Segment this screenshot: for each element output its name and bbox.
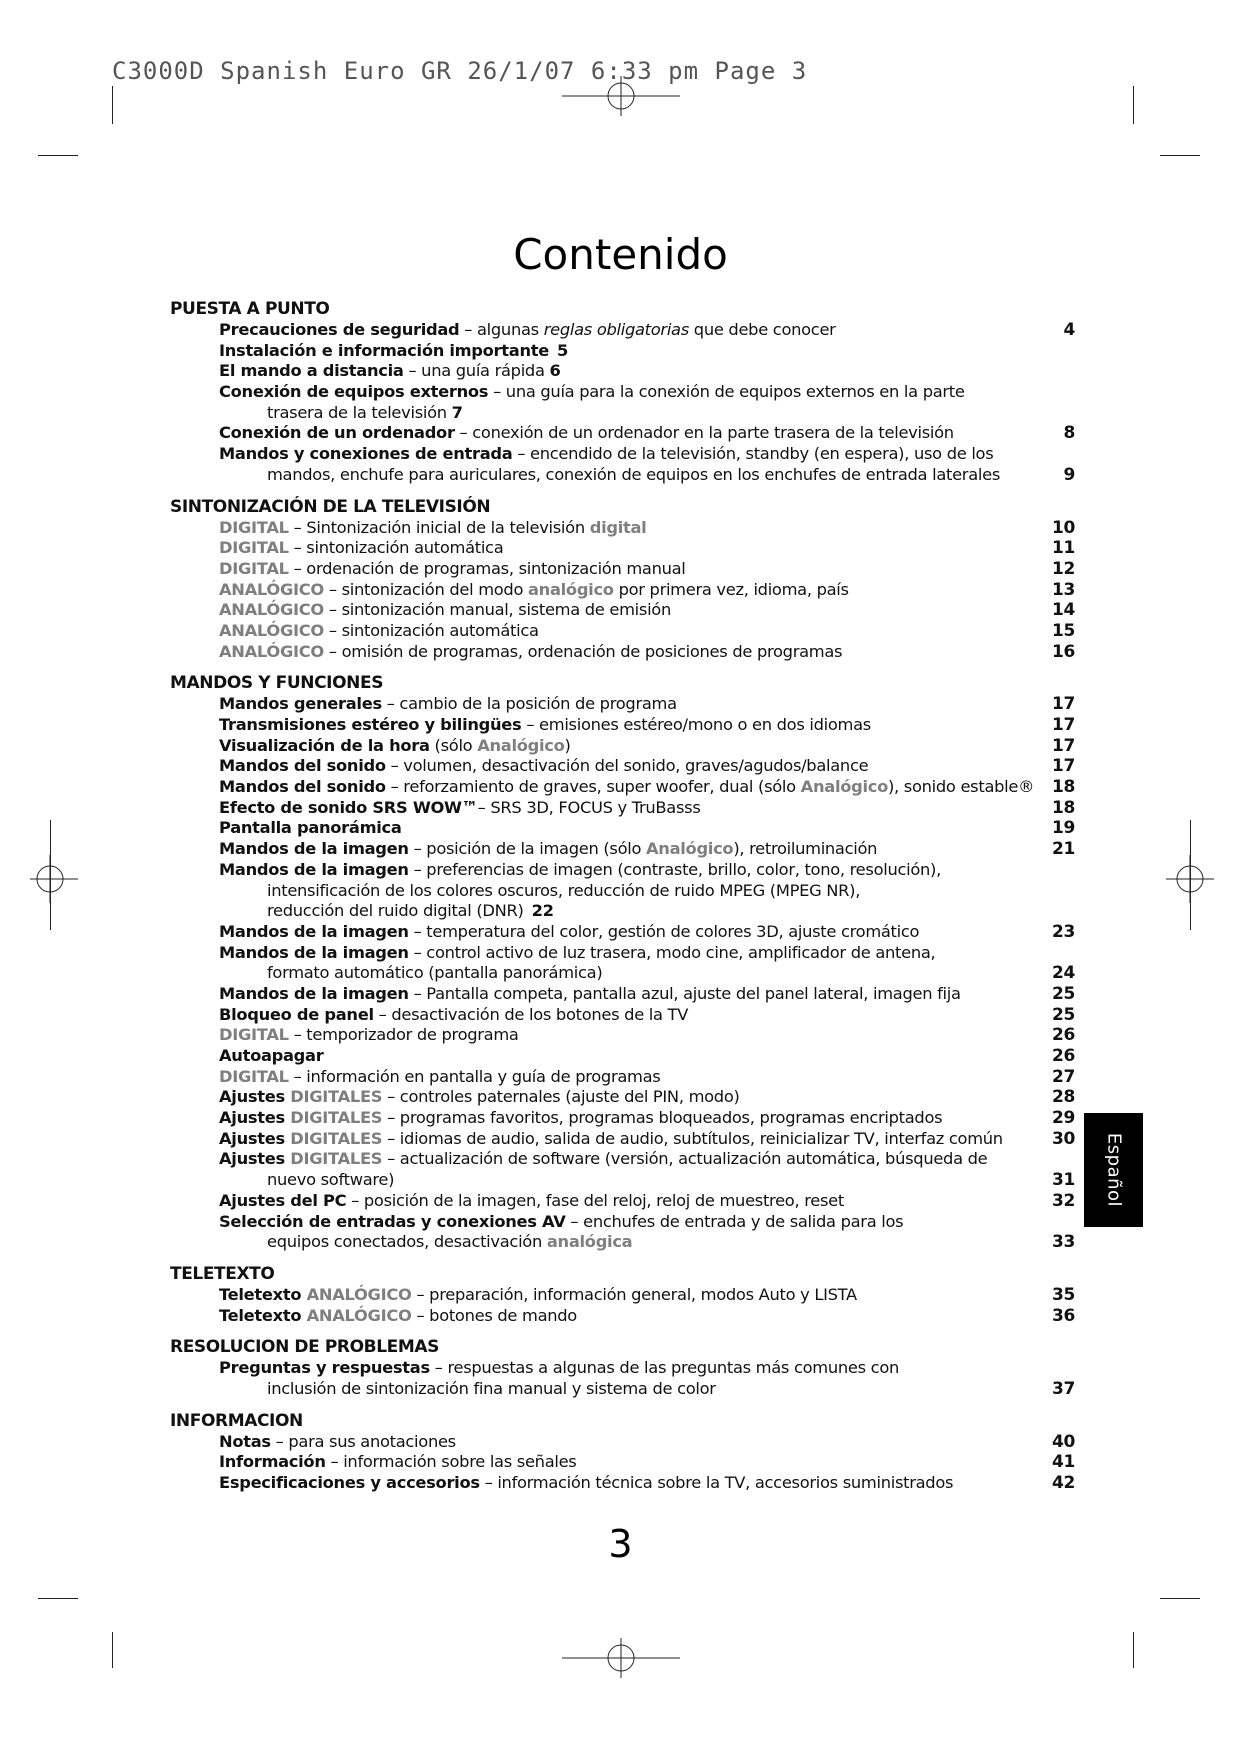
toc-entry-line xyxy=(219,382,1075,403)
toc-text-segment: Teletexto xyxy=(219,1284,307,1304)
toc-text-segment: – para sus anotaciones xyxy=(270,1431,456,1451)
toc-section xyxy=(170,1337,1075,1399)
toc-text-segment: ANALÓGICO xyxy=(219,600,324,620)
section-heading: SINTONIZACIÓN DE LA TELEVISIÓN xyxy=(170,496,491,517)
toc-text-segment: DIGITALES xyxy=(290,1108,383,1128)
toc-entry xyxy=(219,1108,1075,1129)
toc-text-segment: – conexión de un ordenador en la parte trasera de la televisión xyxy=(454,423,954,443)
toc-text-segment: DIGITAL xyxy=(219,558,289,578)
toc-entry-line xyxy=(219,1025,1075,1046)
toc-text-segment: trasera de la televisión xyxy=(267,402,452,422)
toc-page-number: 21 xyxy=(1051,839,1075,860)
toc-entry-line xyxy=(219,1358,1075,1379)
toc-page-number: 26 xyxy=(1051,1046,1075,1066)
toc-text-segment: Ajustes xyxy=(219,1087,291,1107)
page-title: Contenido xyxy=(513,230,728,280)
crop-mark xyxy=(1133,1632,1134,1668)
toc-page-number: 27 xyxy=(1051,1066,1075,1087)
inline-page-number: 22 xyxy=(531,901,554,921)
toc-text-segment: ANALÓGICO xyxy=(219,620,324,640)
toc-page-number: 17 xyxy=(1051,715,1075,735)
toc-entry xyxy=(219,818,1075,839)
toc-text-segment: – temporizador de programa xyxy=(288,1025,519,1045)
toc-entry xyxy=(219,1149,1075,1190)
toc-text-segment: – preparación, información general, modos Auto y LISTA xyxy=(411,1284,857,1304)
toc-text-segment: – desactivación de los botones de la TV xyxy=(373,1004,689,1024)
toc-entry-line xyxy=(219,1170,1075,1191)
toc-text-segment: – información técnica sobre la TV, accesorios suministrados xyxy=(479,1473,954,1492)
toc-text-segment: – sintonización automática xyxy=(288,538,504,558)
toc-text-segment: Mandos de la imagen xyxy=(219,859,409,879)
toc-page-number: 29 xyxy=(1051,1108,1075,1129)
toc-entry xyxy=(219,1432,1075,1453)
toc-text-segment: Selección de entradas y conexiones AV xyxy=(219,1211,566,1231)
toc-entry xyxy=(219,382,1075,423)
crop-mark xyxy=(112,86,113,124)
toc-page-number: 10 xyxy=(1051,517,1075,538)
toc-entry-line xyxy=(219,423,1075,444)
crop-mark xyxy=(38,155,78,156)
toc-page-number: 31 xyxy=(1051,1170,1075,1191)
toc-text-segment: – ordenación de programas, sintonización manual xyxy=(288,558,686,578)
toc-text-segment: Mandos de la imagen xyxy=(219,983,409,1003)
toc-entry-line xyxy=(219,580,1075,601)
toc-entry-line xyxy=(219,881,1075,902)
section-heading: TELETEXTO xyxy=(170,1263,275,1284)
toc-page-number: 11 xyxy=(1051,538,1075,559)
toc-text-segment: mandos, enchufe para auriculares, conexión de equipos en los enchufes de entrada laterales xyxy=(267,464,1000,484)
toc-page-number: 17 xyxy=(1051,694,1075,715)
toc-page-number: 25 xyxy=(1051,983,1075,1004)
toc-text-segment: Precauciones de seguridad xyxy=(219,320,460,339)
toc-section xyxy=(170,1264,1075,1326)
toc-entry-line xyxy=(219,600,1075,621)
toc-page-number: 32 xyxy=(1051,1190,1075,1211)
toc-text-segment: Ajustes xyxy=(219,1108,291,1128)
section-gap xyxy=(170,1400,1075,1411)
toc-entry xyxy=(219,1285,1075,1306)
toc-text-segment: Teletexto xyxy=(219,1305,307,1325)
toc-text-segment: Preguntas y respuestas xyxy=(219,1358,430,1378)
toc-text-segment: Conexión de equipos externos xyxy=(219,382,489,402)
toc-text-segment: – respuestas a algunas de las preguntas más comunes con xyxy=(429,1358,899,1378)
toc-text-segment: – sintonización automática xyxy=(323,620,539,640)
toc-section xyxy=(170,497,1075,663)
toc-text-segment: – SRS 3D, FOCUS y TruBasss xyxy=(477,797,701,817)
toc-text-segment: – enchufes de entrada y de salida para los xyxy=(565,1211,904,1231)
toc-text-segment: ), sonido estable® xyxy=(888,777,1035,797)
toc-text-segment: Mandos generales xyxy=(219,694,382,714)
toc-text-segment: Mandos y conexiones de entrada xyxy=(219,444,513,464)
toc-text-segment: DIGITAL xyxy=(219,1025,289,1045)
toc-text-segment: Mandos del sonido xyxy=(219,777,386,797)
toc-text-segment: DIGITAL xyxy=(219,517,289,537)
toc-text-segment: – sintonización manual, sistema de emisión xyxy=(323,600,671,620)
toc-text-segment: analógica xyxy=(546,1232,633,1252)
toc-entry xyxy=(219,922,1075,943)
toc-entry-line xyxy=(219,1129,1075,1150)
toc-entry xyxy=(219,1358,1075,1399)
toc-section xyxy=(170,299,1075,486)
section-heading: MANDOS Y FUNCIONES xyxy=(170,673,384,694)
toc-text-segment: Conexión de un ordenador xyxy=(219,423,455,443)
toc-entry-line xyxy=(219,1285,1075,1306)
toc-text-segment: – posición de la imagen, fase del reloj, reloj de muestreo, reset xyxy=(346,1190,844,1210)
toc-text-segment: El mando a distancia xyxy=(219,361,404,381)
toc-entry-line xyxy=(219,403,1075,424)
toc-entry-line xyxy=(219,1087,1075,1108)
toc-page-number: 12 xyxy=(1051,558,1075,579)
toc-entry xyxy=(219,736,1075,757)
toc-text-segment: – Sintonización inicial de la televisión xyxy=(288,517,590,537)
toc-text-segment: DIGITALES xyxy=(290,1149,383,1169)
toc-text-segment: ANALÓGICO xyxy=(219,641,324,661)
toc-text-segment: DIGITALES xyxy=(290,1128,383,1148)
toc-entry-line xyxy=(219,1432,1075,1453)
toc-entry-line xyxy=(219,736,1075,757)
toc-entry-line xyxy=(219,444,1075,465)
toc-text-segment: Información xyxy=(219,1452,326,1472)
toc-entry-line xyxy=(219,922,1075,943)
toc-text-segment: Pantalla panorámica xyxy=(219,818,402,838)
toc-entry xyxy=(219,1452,1075,1473)
toc-text-segment: Ajustes xyxy=(219,1128,291,1148)
toc-text-segment: DIGITAL xyxy=(219,538,289,558)
toc-entry xyxy=(219,1067,1075,1088)
toc-entry-line xyxy=(219,839,1075,860)
toc-text-segment: – controles paternales (ajuste del PIN, modo) xyxy=(382,1087,740,1107)
toc-entry-line xyxy=(219,943,1075,964)
toc-page-number: 18 xyxy=(1051,797,1075,818)
toc-entry xyxy=(219,1306,1075,1327)
toc-text-segment: Analógico xyxy=(646,839,734,859)
toc-text-segment: Autoapagar xyxy=(219,1046,324,1065)
toc-entry-line xyxy=(219,465,1075,486)
toc-entry xyxy=(219,798,1075,819)
toc-entry-line xyxy=(219,1306,1075,1327)
toc-entry-line xyxy=(219,1232,1075,1253)
toc-text-segment: Analógico xyxy=(477,735,565,755)
toc-entry xyxy=(219,839,1075,860)
toc-entry xyxy=(219,715,1075,736)
toc-text-segment: – Pantalla competa, pantalla azul, ajuste del panel lateral, imagen fija xyxy=(408,983,961,1003)
toc-entry-line xyxy=(219,1149,1075,1170)
toc-page-number: 28 xyxy=(1051,1087,1075,1108)
toc-text-segment: ANALÓGICO xyxy=(219,579,324,599)
crop-mark xyxy=(1160,155,1200,156)
toc-text-segment: DIGITAL xyxy=(219,1066,289,1086)
toc-text-segment: – emisiones estéreo/mono o en dos idiomas xyxy=(521,715,871,734)
toc-page-number: 42 xyxy=(1051,1473,1075,1493)
toc-text-segment: – botones de mando xyxy=(411,1305,577,1325)
toc-text-segment: Mandos de la imagen xyxy=(219,839,409,859)
toc-entry-line xyxy=(219,777,1075,798)
toc-entry-line xyxy=(219,341,1075,362)
toc-entry xyxy=(219,984,1075,1005)
toc-entry-line xyxy=(219,1212,1075,1233)
toc-text-segment: Mandos del sonido xyxy=(219,756,386,776)
toc-entry-line xyxy=(219,1452,1075,1473)
toc-page-number: 41 xyxy=(1051,1452,1075,1473)
crop-mark xyxy=(38,1598,78,1599)
toc-page-number: 33 xyxy=(1051,1232,1075,1253)
toc-text-segment: ) xyxy=(564,735,571,755)
inline-page-number: 5 xyxy=(556,340,568,360)
toc-page-number: 40 xyxy=(1051,1431,1075,1452)
toc-entry xyxy=(219,1087,1075,1108)
toc-entry xyxy=(219,580,1075,601)
toc-text-segment: Notas xyxy=(219,1431,271,1451)
toc-entry xyxy=(219,1005,1075,1026)
toc-text-segment: Visualización de la hora xyxy=(219,735,430,755)
table-of-contents xyxy=(170,299,1075,1494)
toc-entry xyxy=(219,600,1075,621)
section-gap xyxy=(170,486,1075,497)
toc-text-segment: Analógico xyxy=(800,777,888,797)
toc-text-segment: que debe conocer xyxy=(688,320,836,339)
toc-section xyxy=(170,1411,1075,1494)
toc-text-segment: – actualización de software (versión, actualización automática, búsqueda de xyxy=(382,1149,988,1169)
language-tab-label: Español xyxy=(1103,1132,1124,1208)
toc-text-segment: Transmisiones estéreo y bilingües xyxy=(219,715,522,734)
toc-entry xyxy=(219,694,1075,715)
toc-text-segment: – algunas xyxy=(459,320,544,339)
toc-text-segment: – cambio de la posición de programa xyxy=(381,694,677,714)
toc-entry xyxy=(219,860,1075,922)
page-number: 3 xyxy=(608,1522,633,1566)
toc-entry xyxy=(219,777,1075,798)
toc-entry-line xyxy=(219,901,1075,922)
crop-mark xyxy=(1160,1598,1200,1599)
toc-text-segment: formato automático (pantalla panorámica) xyxy=(267,963,603,983)
toc-entry-line xyxy=(219,1108,1075,1129)
toc-page-number: 18 xyxy=(1051,777,1075,798)
toc-page-number: 30 xyxy=(1051,1128,1075,1149)
toc-page-number: 35 xyxy=(1051,1284,1075,1305)
toc-entry-line xyxy=(219,984,1075,1005)
toc-page-number: 19 xyxy=(1051,818,1075,839)
toc-entry-line xyxy=(219,818,1075,839)
toc-entry-line xyxy=(219,1473,1075,1494)
toc-entry xyxy=(219,444,1075,485)
scan-header-text: C3000D Spanish Euro GR 26/1/07 6:33 pm Page 3 xyxy=(112,57,808,85)
toc-entry-line xyxy=(219,518,1075,539)
toc-entry-line xyxy=(219,642,1075,663)
toc-text-segment: Especificaciones y accesorios xyxy=(219,1473,480,1492)
toc-text-segment: nuevo software) xyxy=(267,1170,395,1190)
toc-page-number: 17 xyxy=(1051,735,1075,756)
toc-text-segment: Ajustes del PC xyxy=(219,1190,347,1210)
toc-text-segment: – una guía rápida xyxy=(403,361,550,381)
toc-text-segment: – temperatura del color, gestión de colores 3D, ajuste cromático xyxy=(408,921,920,941)
toc-section xyxy=(170,673,1075,1253)
toc-page-number: 14 xyxy=(1051,600,1075,621)
toc-entry xyxy=(219,1212,1075,1253)
toc-entry-line xyxy=(219,559,1075,580)
toc-text-segment: – información sobre las señales xyxy=(325,1452,577,1472)
toc-page-number: 25 xyxy=(1051,1004,1075,1025)
toc-page-number: 4 xyxy=(1063,320,1075,340)
toc-page-number: 13 xyxy=(1051,579,1075,600)
section-heading: RESOLUCION DE PROBLEMAS xyxy=(170,1337,439,1358)
toc-entry-line xyxy=(219,963,1075,984)
toc-text-segment: (sólo xyxy=(429,735,478,755)
toc-text-segment: digital xyxy=(589,517,647,537)
section-heading: INFORMACION xyxy=(170,1410,303,1431)
toc-text-segment: equipos conectados, desactivación xyxy=(267,1232,547,1252)
registration-mark-right xyxy=(1166,855,1214,903)
toc-text-segment: reducción del ruido digital (DNR) xyxy=(267,901,524,921)
toc-entry xyxy=(219,423,1075,444)
toc-text-segment: – encendido de la televisión, standby (en espera), uso de los xyxy=(512,444,994,464)
toc-text-segment: – sintonización del modo xyxy=(323,579,528,599)
toc-text-segment: – una guía para la conexión de equipos externos en la parte xyxy=(488,382,965,402)
toc-entry-line xyxy=(219,798,1075,819)
registration-mark-bottom xyxy=(562,1638,680,1678)
toc-entry xyxy=(219,1191,1075,1212)
toc-text-segment: – idiomas de audio, salida de audio, subtítulos, reinicializar TV, interfaz común xyxy=(382,1128,1003,1148)
toc-text-segment: ANALÓGICO xyxy=(306,1305,412,1325)
toc-text-segment: por primera vez, idioma, país xyxy=(613,579,849,599)
toc-text-segment: ), retroiluminación xyxy=(733,839,878,859)
toc-text-segment: Ajustes xyxy=(219,1149,291,1169)
toc-text-segment: – control activo de luz trasera, modo cine, amplificador de antena, xyxy=(408,942,936,962)
toc-entry xyxy=(219,518,1075,539)
toc-text-segment: – volumen, desactivación del sonido, graves/agudos/balance xyxy=(385,756,869,776)
toc-entry-line xyxy=(219,1067,1075,1088)
toc-text-segment: – programas favoritos, programas bloqueados, programas encriptados xyxy=(382,1108,943,1128)
toc-text-segment: Instalación e información importante xyxy=(219,340,549,360)
toc-entry xyxy=(219,621,1075,642)
crop-mark xyxy=(1133,86,1134,124)
toc-entry xyxy=(219,943,1075,984)
registration-mark-top xyxy=(562,76,680,116)
toc-text-segment: analógico xyxy=(527,579,614,599)
toc-text-segment: reglas obligatorias xyxy=(543,320,689,339)
toc-text-segment: Efecto de sonido SRS WOW™ xyxy=(219,797,478,817)
toc-page-number: 15 xyxy=(1051,620,1075,641)
toc-entry-line xyxy=(219,320,1075,341)
toc-entry xyxy=(219,756,1075,777)
toc-text-segment: – preferencias de imagen (contraste, brillo, color, tono, resolución), xyxy=(408,859,941,879)
section-gap xyxy=(170,1253,1075,1264)
toc-entry xyxy=(219,320,1075,341)
toc-page-number: 9 xyxy=(1063,464,1075,485)
registration-mark-left xyxy=(30,855,78,903)
toc-page-number: 23 xyxy=(1051,921,1075,942)
toc-text-segment: ANALÓGICO xyxy=(306,1284,412,1304)
toc-text-segment: DIGITALES xyxy=(290,1087,383,1107)
toc-entry-line xyxy=(219,1005,1075,1026)
toc-text-segment: 7 xyxy=(451,402,463,422)
toc-entry xyxy=(219,1129,1075,1150)
toc-page-number: 36 xyxy=(1051,1305,1075,1326)
crop-mark xyxy=(112,1632,113,1668)
toc-entry xyxy=(219,642,1075,663)
toc-entry-line xyxy=(219,361,1075,382)
toc-text-segment: – posición de la imagen (sólo xyxy=(408,839,646,859)
toc-entry xyxy=(219,538,1075,559)
toc-text-segment: – información en pantalla y guía de programas xyxy=(288,1066,661,1086)
toc-entry-line xyxy=(219,860,1075,881)
toc-text-segment: inclusión de sintonización fina manual y sistema de color xyxy=(267,1378,716,1398)
toc-text-segment: – omisión de programas, ordenación de posiciones de programas xyxy=(323,641,843,661)
toc-entry xyxy=(219,1046,1075,1067)
toc-page-number: 26 xyxy=(1051,1025,1075,1046)
toc-page-number: 24 xyxy=(1051,963,1075,984)
toc-entry-line xyxy=(219,621,1075,642)
toc-page-number: 37 xyxy=(1051,1378,1075,1399)
section-heading: PUESTA A PUNTO xyxy=(170,299,330,319)
toc-entry-line xyxy=(219,1379,1075,1400)
toc-entry-line xyxy=(219,538,1075,559)
toc-entry xyxy=(219,1473,1075,1494)
toc-entry xyxy=(219,361,1075,382)
toc-entry-line xyxy=(219,1046,1075,1067)
toc-text-segment: – reforzamiento de graves, super woofer, dual (sólo xyxy=(385,777,801,797)
toc-page-number: 8 xyxy=(1063,423,1075,444)
toc-page-number: 17 xyxy=(1051,756,1075,777)
section-gap xyxy=(170,1326,1075,1337)
language-tab xyxy=(1084,1113,1143,1227)
section-gap xyxy=(170,662,1075,673)
toc-entry-line xyxy=(219,756,1075,777)
toc-entry xyxy=(219,559,1075,580)
toc-entry-line xyxy=(219,694,1075,715)
toc-text-segment: 6 xyxy=(549,361,561,381)
toc-entry xyxy=(219,1025,1075,1046)
toc-text-segment: intensificación de los colores oscuros, reducción de ruido MPEG (MPEG NR), xyxy=(267,880,861,900)
toc-entry-line xyxy=(219,1191,1075,1212)
toc-entry xyxy=(219,341,1075,362)
toc-entry-line xyxy=(219,715,1075,736)
toc-text-segment: Bloqueo de panel xyxy=(219,1004,374,1024)
toc-text-segment: Mandos de la imagen xyxy=(219,942,409,962)
toc-page-number: 16 xyxy=(1051,641,1075,662)
toc-text-segment: Mandos de la imagen xyxy=(219,921,409,941)
